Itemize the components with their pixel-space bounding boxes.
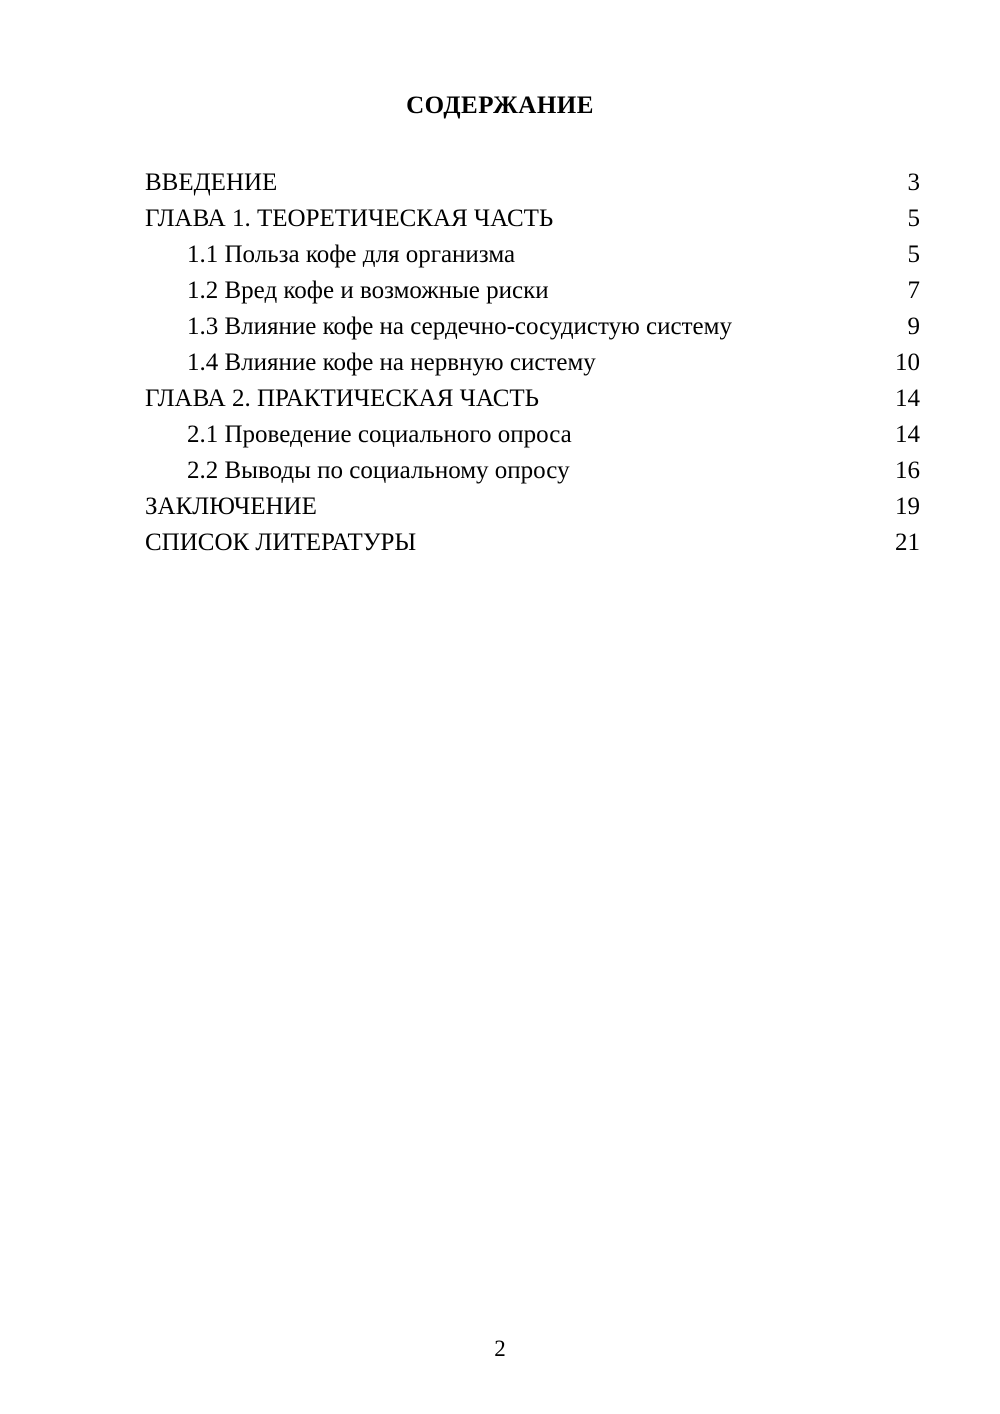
toc-entry-label: ЗАКЛЮЧЕНИЕ	[145, 493, 317, 520]
table-of-contents	[145, 165, 920, 561]
toc-entry-page: 5	[907, 241, 920, 268]
toc-entry[interactable]	[145, 237, 920, 273]
toc-entry-label: 1.4 Влияние кофе на нервную систему	[187, 349, 596, 376]
toc-entry[interactable]	[145, 273, 920, 309]
toc-entry-page: 3	[907, 169, 920, 196]
toc-entry-page: 14	[895, 385, 920, 412]
toc-entry-page: 19	[895, 493, 920, 520]
toc-entry-label: ГЛАВА 2. ПРАКТИЧЕСКАЯ ЧАСТЬ	[145, 385, 540, 412]
toc-entry[interactable]	[145, 309, 920, 345]
toc-entry[interactable]	[145, 417, 920, 453]
toc-entry-label: 2.2 Выводы по социальному опросу	[187, 457, 570, 484]
toc-entry-label: ВВЕДЕНИЕ	[145, 169, 278, 196]
toc-entry-label: ГЛАВА 1. ТЕОРЕТИЧЕСКАЯ ЧАСТЬ	[145, 205, 554, 232]
toc-entry-label: СПИСОК ЛИТЕРАТУРЫ	[145, 529, 417, 556]
footer-page-number: 2	[494, 1336, 506, 1361]
toc-entry-label: 1.2 Вред кофе и возможные риски	[187, 277, 549, 304]
page-title: СОДЕРЖАНИЕ	[406, 92, 594, 119]
toc-entry[interactable]	[145, 489, 920, 525]
toc-entry-page: 7	[907, 277, 920, 304]
toc-entry-page: 14	[895, 421, 920, 448]
toc-entry[interactable]	[145, 525, 920, 561]
toc-entry-page: 9	[907, 313, 920, 340]
toc-entry[interactable]	[145, 345, 920, 381]
toc-entry-page: 10	[895, 349, 920, 376]
toc-entry[interactable]	[145, 165, 920, 201]
toc-entry-label: 1.3 Влияние кофе на сердечно-сосудистую систему	[187, 313, 732, 340]
toc-entry-label: 1.1 Польза кофе для организма	[187, 241, 516, 268]
toc-entry[interactable]	[145, 453, 920, 489]
toc-entry-page: 16	[895, 457, 920, 484]
toc-entry[interactable]	[145, 201, 920, 237]
toc-entry-label: 2.1 Проведение социального опроса	[187, 421, 572, 448]
toc-entry-page: 5	[907, 205, 920, 232]
toc-entry[interactable]	[145, 381, 920, 417]
toc-entry-page: 21	[895, 529, 920, 556]
